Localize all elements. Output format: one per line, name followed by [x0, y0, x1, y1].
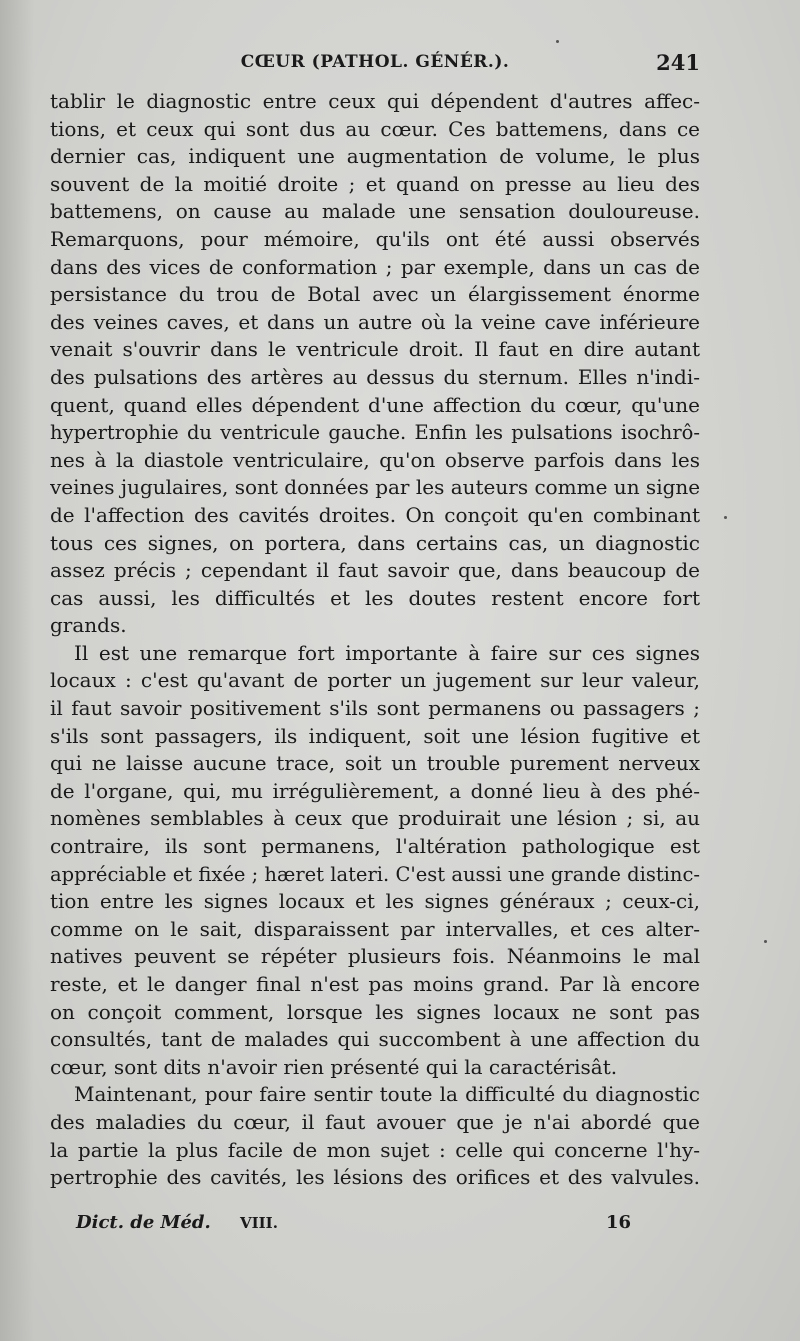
signature-label: Dict. de Méd. [76, 1212, 211, 1233]
body-text [50, 88, 700, 1192]
text-line: dans des vices de conformation ; par exemple, dans un cas de [50, 254, 700, 279]
text-line: souvent de la moitié droite ; et quand on presse au lieu des [50, 171, 700, 196]
text-line: de l'organe, qui, mu irrégulièrement, a donné lieu à des phé- [50, 778, 700, 803]
text-line: pertrophie des cavités, les lésions des orifices et des valvules. [50, 1165, 700, 1190]
text-line: cœur, sont dits n'avoir rien présenté qui la caractérisât. [50, 1054, 618, 1079]
gutter-shadow [0, 0, 34, 1341]
text-line: la partie la plus facile de mon sujet : celle qui concerne l'hy- [50, 1137, 700, 1162]
text-line: Maintenant, pour faire sentir toute la difficulté du diagnostic [74, 1082, 700, 1107]
text-line: persistance du trou de Botal avec un élargissement énorme [50, 282, 700, 307]
text-line: contraire, ils sont permanens, l'altération pathologique est [50, 834, 700, 859]
text-line: battemens, on cause au malade une sensation douloureuse. [50, 199, 700, 224]
text-line: comme on le sait, disparaissent par intervalles, et ces alter- [50, 916, 700, 941]
text-line: cas aussi, les difficultés et les doutes restent encore fort [50, 585, 700, 610]
text-line: grands. [50, 613, 127, 638]
text-line: qui ne laisse aucune trace, soit un trouble purement nerveux [50, 751, 700, 776]
text-line: nes à la diastole ventriculaire, qu'on observe parfois dans les [50, 447, 700, 472]
text-line: venait s'ouvrir dans le ventricule droit. Il faut en dire autant [50, 337, 700, 362]
text-line: des maladies du cœur, il faut avouer que je n'ai abordé que [50, 1109, 700, 1134]
page-number: 241 [656, 50, 700, 75]
ink-speck [724, 516, 727, 519]
volume-number: VIII. [240, 1214, 278, 1232]
text-line: Remarquons, pour mémoire, qu'ils ont été aussi observés [50, 226, 700, 251]
text-line: quent, quand elles dépendent d'une affection du cœur, qu'une [50, 392, 700, 417]
running-head [50, 52, 700, 80]
signature-line [50, 1212, 700, 1240]
text-line: appréciable et fixée ; hæret lateri. C'est aussi une grande distinc- [50, 862, 700, 886]
text-line: Il est une remarque fort importante à faire sur ces signes [74, 640, 700, 665]
signature-number: 16 [606, 1212, 632, 1233]
text-line: de l'affection des cavités droites. On conçoit qu'en combinant [50, 502, 700, 527]
text-line: tous ces signes, on portera, dans certains cas, un diagnostic [50, 530, 700, 555]
ink-speck [556, 40, 559, 43]
text-line: tions, et ceux qui sont dus au cœur. Ces battemens, dans ce [50, 116, 700, 141]
text-line: on conçoit comment, lorsque les signes locaux ne sont pas [50, 999, 700, 1024]
text-line: tablir le diagnostic entre ceux qui dépendent d'autres affec- [50, 89, 700, 113]
text-line: des pulsations des artères au dessus du sternum. Elles n'indi- [50, 364, 700, 389]
text-line: s'ils sont passagers, ils indiquent, soit une lésion fugitive et [50, 723, 700, 748]
text-line: dernier cas, indiquent une augmentation de volume, le plus [50, 144, 700, 169]
text-line: veines jugulaires, sont données par les auteurs comme un signe [50, 475, 700, 500]
text-line: consultés, tant de malades qui succombent à une affection du [50, 1027, 700, 1052]
text-line: il faut savoir positivement s'ils sont permanens ou passagers ; [50, 696, 700, 721]
text-line: reste, et le danger final n'est pas moins grand. Par là encore [50, 972, 700, 996]
text-line: assez précis ; cependant il faut savoir que, dans beaucoup de [50, 558, 700, 583]
text-line: locaux : c'est qu'avant de porter un jugement sur leur valeur, [50, 668, 700, 693]
text-line: nomènes semblables à ceux que produirait une lésion ; si, au [50, 806, 700, 831]
text-line: natives peuvent se répéter plusieurs fois. Néanmoins le mal [50, 944, 700, 969]
text-line: hypertrophie du ventricule gauche. Enfin les pulsations isochrô- [50, 421, 700, 445]
text-line: tion entre les signes locaux et les signes généraux ; ceux-ci, [50, 889, 700, 914]
ink-speck [764, 940, 767, 943]
running-title: CŒUR (PATHOL. GÉNÉR.). [240, 52, 510, 72]
text-line: des veines caves, et dans un autre où la veine cave inférieure [50, 309, 700, 334]
